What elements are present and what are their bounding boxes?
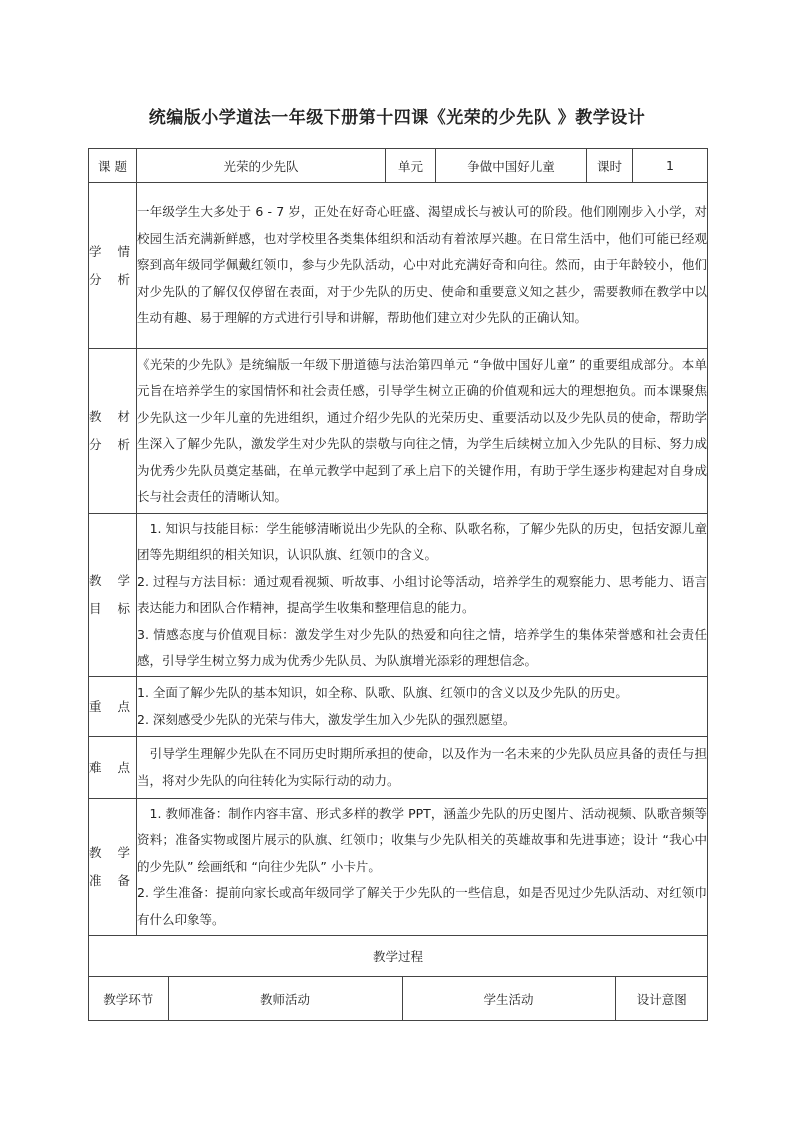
section-paragraph: 2. 过程与方法目标：通过观看视频、听故事、小组讨论等活动，培养学生的观察能力、思考能力、语言表达能力和团队合作精神，提高学生收集和整理信息的能力。 xyxy=(137,573,707,615)
section-paragraph: 1. 全面了解少先队的基本知识，如全称、队歌、队旗、红领巾的含义以及少先队的历史。 xyxy=(137,685,628,700)
unit-label: 单元 xyxy=(386,149,436,183)
section-row-key-points xyxy=(89,677,708,737)
section-label: 教 学 准 备 xyxy=(89,799,137,936)
lesson-plan-table xyxy=(88,148,708,1021)
section-paragraph: 1. 教师准备：制作内容丰富、形式多样的教学 PPT，涵盖少先队的历史图片、活动视频、队歌音频等资料；准备实物或图片展示的队旗、红领巾；收集与少先队相关的英雄故事和先进事迹；设计 “我心中的少先队” 绘画纸和 “向往少先队” 小卡片。 xyxy=(137,805,707,874)
section-paragraph: 引导学生理解少先队在不同历史时期所承担的使命，以及作为一名未来的少先队员应具备的责任与担当，将对少先队的向往转化为实际行动的动力。 xyxy=(137,746,707,788)
section-content xyxy=(137,349,708,514)
section-label: 教 学 目 标 xyxy=(89,514,137,677)
section-row-difficulties xyxy=(89,737,708,799)
section-content xyxy=(137,183,708,349)
section-paragraph: 3. 情感态度与价值观目标：激发学生对少先队的热爱和向往之情，培养学生的集体荣誉感和社会责任感，引导学生树立努力成为优秀少先队员、为队旗增光添彩的理想信念。 xyxy=(137,626,707,668)
section-label: 教 材 分 析 xyxy=(89,349,137,514)
section-label: 难 点 xyxy=(89,737,137,799)
section-label: 学 情 分 析 xyxy=(89,183,137,349)
section-paragraph: 2. 学生准备：提前向家长或高年级同学了解关于少先队的一些信息，如是否见过少先队活动、对红领巾有什么印象等。 xyxy=(137,885,707,927)
section-content xyxy=(137,737,708,799)
section-paragraph: 一年级学生大多处于 6 - 7 岁，正处在好奇心旺盛、渴望成长与被认可的阶段。他们刚刚步入小学，对校园生活充满新鲜感，也对学校里各类集体组织和活动有着浓厚兴趣。在日常生活中，他们可能已经观察到高年级同学佩戴红领巾，参与少先队活动，心中对此充满好奇和向往。然而，由于年龄较小，他们对少先队的了解仅仅停留在表面，对于少先队的历史、使命和重要意义知之甚少，需要教师在教学中以生动有趣、易于理解的方式进行引导和讲解，帮助他们建立对少先队的正确认知。 xyxy=(137,204,707,326)
section-paragraph: 2. 深刻感受少先队的光荣与伟大，激发学生加入少先队的强烈愿望。 xyxy=(137,711,516,727)
section-paragraph: 《光荣的少先队》是统编版一年级下册道德与法治第四单元 “争做中国好儿童” 的重要组成部分。本单元旨在培养学生的家国情怀和社会责任感，引导学生树立正确的价值观和远大的理想抱负。而本课聚焦少先队这一少年儿童的先进组织，通过介绍少先队的光荣历史、重要活动以及少先队员的使命，帮助学生深入了解少先队，激发学生对少先队的崇敬与向往之情，为学生后续树立加入少先队的目标、努力成为优秀少先队员奠定基础，在单元教学中起到了承上启下的关键作用，有助于学生逐步构建起对自身成长与社会责任的清晰认知。 xyxy=(137,356,707,504)
section-paragraph: 1. 知识与技能目标：学生能够清晰说出少先队的全称、队歌名称，了解少先队的历史，包括安源儿童团等先期组织的相关知识，认识队旗、红领巾的含义。 xyxy=(137,520,707,562)
section-label: 重 点 xyxy=(89,677,137,737)
header-row xyxy=(89,149,708,183)
process-title-row xyxy=(89,936,708,977)
section-content xyxy=(137,799,708,936)
page-title: 统编版小学道法一年级下册第十四课《光荣的少先队 》教学设计 xyxy=(148,108,646,128)
section-row-preparation xyxy=(89,799,708,936)
section-row-textbook-analysis xyxy=(89,349,708,514)
process-col-teacher: 教师活动 xyxy=(168,977,402,1020)
process-col-stage: 教学环节 xyxy=(89,977,168,1020)
period-label: 课时 xyxy=(587,149,633,183)
section-content xyxy=(137,677,708,737)
process-col-student: 学生活动 xyxy=(402,977,615,1020)
unit-value: 争做中国好儿童 xyxy=(436,149,587,183)
period-value: 1 xyxy=(633,149,708,183)
section-content xyxy=(137,514,708,677)
section-row-student-analysis xyxy=(89,183,708,349)
process-title: 教学过程 xyxy=(89,936,708,977)
process-header-row xyxy=(89,977,708,1021)
section-row-teaching-goals xyxy=(89,514,708,677)
topic-label: 课 题 xyxy=(89,149,137,183)
topic-value: 光荣的少先队 xyxy=(137,149,386,183)
process-col-intent: 设计意图 xyxy=(636,991,687,1007)
